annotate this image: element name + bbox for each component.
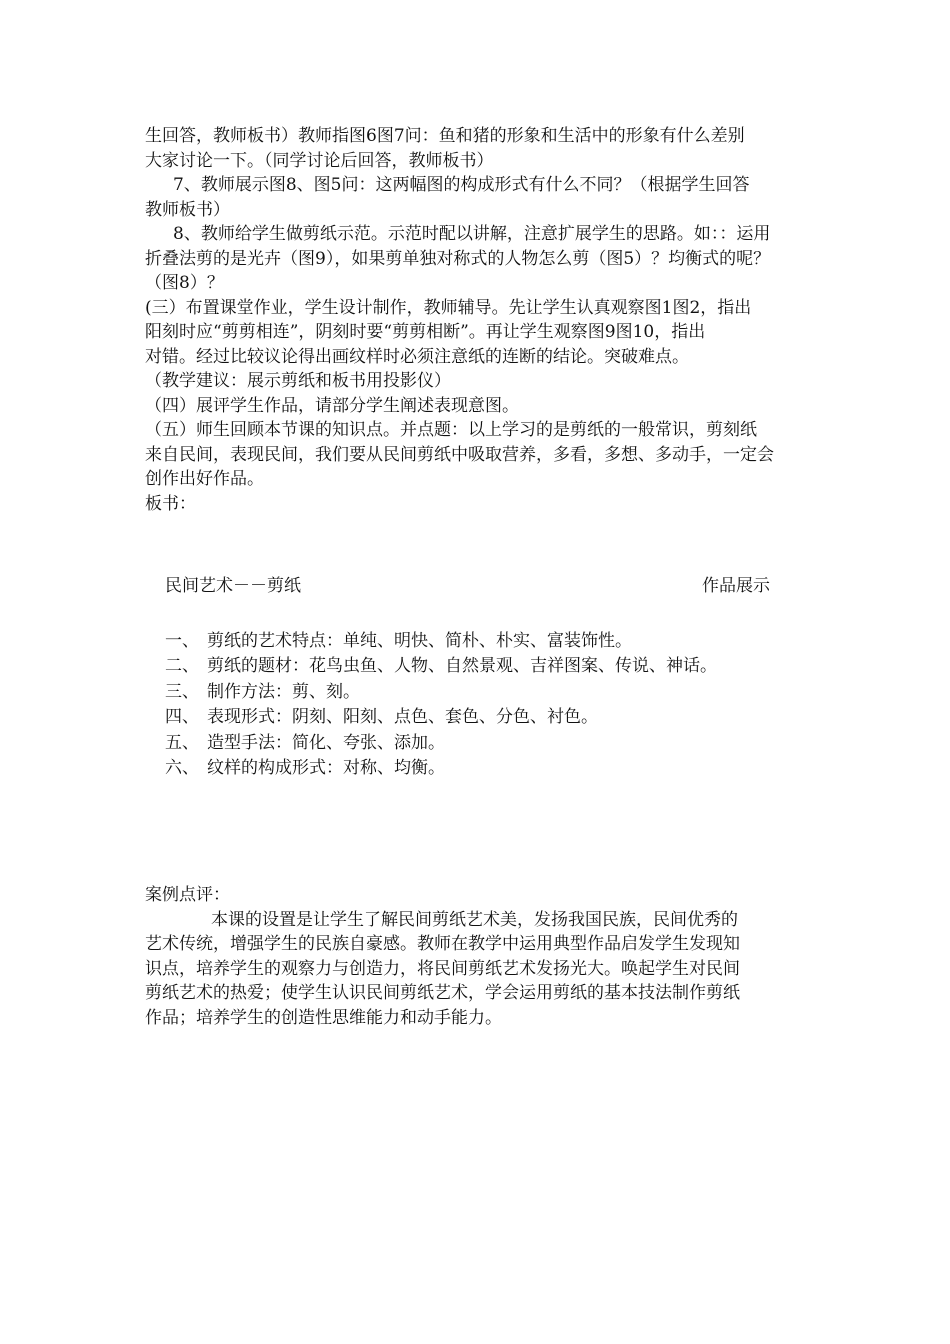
section-five-line: （五）师生回顾本节课的知识点。并点题：以上学习的是剪纸的一般常识，剪刻纸	[145, 420, 757, 440]
paragraph-line: 生回答，教师板书）教师指图6图7问：鱼和猪的形象和生活中的形象有什么差别	[145, 126, 745, 146]
review-line: 识点，培养学生的观察力与创造力，将民间剪纸艺术发扬光大。唤起学生对民间	[145, 958, 740, 979]
section-three-line: (三）布置课堂作业，学生设计制作，教师辅导。先让学生认真观察图1图2，指出	[145, 297, 752, 318]
paragraph-line: （图8）？	[145, 273, 224, 293]
lesson-steps-section	[145, 124, 825, 516]
item-number: 六、	[165, 757, 199, 778]
board-item	[165, 756, 805, 781]
board-item	[165, 629, 805, 654]
item-text: 纹样的构成形式：对称、均衡。	[207, 757, 445, 778]
paragraph-line: 折叠法剪的是光卉（图9），如果剪单独对称式的人物怎么剪（图5）？均衡式的呢？	[145, 248, 771, 269]
board-title: 民间艺术－－剪纸	[165, 576, 301, 596]
item-number: 五、	[165, 732, 199, 753]
paragraph-line: 来自民间，表现民间，我们要从民间剪纸中吸取营养，多看，多想、多动手，一定会	[145, 444, 774, 465]
step-8-line: 8、教师给学生做剪纸示范。示范时配以讲解，注意扩展学生的思路。如：：运用	[173, 224, 771, 244]
paragraph-line: 教师板书）	[145, 199, 230, 220]
section-four-line: （四）展评学生作品，请部分学生阐述表现意图。	[145, 395, 519, 416]
review-line: 剪纸艺术的热爱；使学生认识民间剪纸艺术，学会运用剪纸的基本技法制作剪纸	[145, 983, 740, 1003]
review-line: 本课的设置是让学生了解民间剪纸艺术美，发扬我国民族，民间优秀的	[211, 909, 738, 930]
board-label: 板书：	[145, 493, 196, 514]
item-number: 四、	[165, 707, 199, 728]
item-number: 三、	[165, 681, 199, 702]
review-heading: 案例点评：	[145, 885, 230, 905]
board-item	[165, 731, 805, 756]
paragraph-line: 对错。经过比较议论得出画纹样时必须注意纸的连断的结论。突破难点。	[145, 346, 689, 367]
item-text: 剪纸的题材：花鸟虫鱼、人物、自然景观、吉祥图案、传说、神话。	[207, 656, 717, 677]
paragraph-line: 大家讨论一下。（同学讨论后回答，教师板书）	[145, 150, 494, 171]
item-number: 一、	[165, 631, 199, 651]
step-7-line: 7、教师展示图8、图5问：这两幅图的构成形式有什么不同？（根据学生回答	[173, 175, 750, 195]
review-line: 艺术传统，增强学生的民族自豪感。教师在教学中运用典型作品启发学生发现知	[145, 934, 740, 954]
teaching-suggestion-line: （教学建议：展示剪纸和板书用投影仪）	[145, 371, 451, 391]
board-side-title: 作品展示	[702, 576, 770, 596]
case-review-section	[145, 883, 825, 1030]
board-item	[165, 705, 805, 730]
item-text: 剪纸的艺术特点：单纯、明快、简朴、朴实、富装饰性。	[207, 631, 632, 651]
item-text: 制作方法：剪、刻。	[207, 681, 360, 702]
review-line: 作品；培养学生的创造性思维能力和动手能力。	[145, 1007, 502, 1028]
board-item	[165, 654, 805, 679]
item-text: 表现形式：阴刻、阳刻、点色、套色、分色、衬色。	[207, 707, 598, 728]
paragraph-line: 阳刻时应“剪剪相连”，阴刻时要“剪剪相断”。再让学生观察图9图10，指出	[145, 322, 706, 342]
paragraph-line: 创作出好作品。	[145, 469, 264, 489]
item-text: 造型手法：简化、夸张、添加。	[207, 732, 445, 753]
item-number: 二、	[165, 656, 199, 677]
board-list	[165, 629, 805, 781]
board-item	[165, 680, 805, 705]
